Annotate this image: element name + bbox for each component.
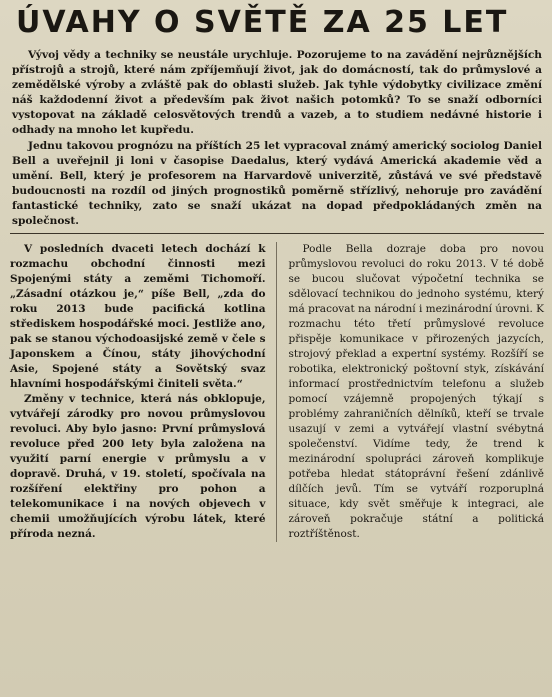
left-column [10, 242, 277, 542]
right-column [289, 242, 545, 542]
article-headline: ÚVAHY O SVĚTĚ ZA 25 LET [16, 5, 509, 40]
body-paragraph: V posledních dvaceti letech dochází k rozmachu obchodní činnosti mezi Spojenými státy a zeměmi Tichomoří. „Zásadní otázkou je,“ píše Bell, „zda do roku 2013 bude pacifická kotlina střediskem hospodářské moci. Jestliže ano, pak se stanou východoasijské země v čele s Japonskem a Čínou, státy jihovýchodní Asie, Spojené státy a Sovětský svaz hlavními hospodářskými činiteli světa.“ [10, 243, 266, 391]
article-lead [10, 48, 544, 234]
body-paragraph: Změny v technice, která nás obklopuje, vytvářejí zárodky pro novou průmyslovou revoluci. Aby bylo jasno: První průmyslová revoluce před 200 lety byla založena na využití parní energie v průmyslu a v dopravě. Druhá, v 19. století, spočívala na rozšíření elektřiny pro pohon a telekomunikace i na nových objevech v chemii umožňujících výrobu látek, které příroda nezná. [10, 393, 266, 541]
article-body [10, 242, 544, 542]
lead-paragraph: Vývoj vědy a techniky se neustále urychluje. Pozorujeme to na zavádění nejrůznějších přístrojů a strojů, které nám zpříjemňují život, jak do domácností, tak do průmyslové a zemědělské výroby a zvláště pak do oblasti služeb. Jak tyhle výdobytky civilizace změní náš každodenní život a především pak život našich potomků? To se snaží odborníci vystopovat na základě celosvětových trendů a vazeb, a to studiem nedávné historie i odhady na mnoho let kupředu. [12, 49, 542, 137]
lead-paragraph: Jednu takovou prognózu na příštích 25 let vypracoval známý americký sociolog Daniel Bell a uveřejnil ji loni v časopise Daedalus, který vydává Americká akademie věd a umění. Bell, který je profesorem na Harvardově univerzitě, zůstává ve své představě budoucnosti na rozdíl od jiných prognostiků poměrně střízlivý, nehoruje pro zavádění fantastické techniky, zato se snaží ukázat na dopad předpokládaných změn na společnost. [12, 139, 542, 228]
body-paragraph: Podle Bella dozraje doba pro novou průmyslovou revoluci do roku 2013. V té době se bucou slučovat výpočetní technika se sdělovací technikou do jednoho systému, který má pracovat na národní i mezinárodní úrovni. K rozmachu této třetí průmyslové revoluce přispěje komunikace v přirozených jazycích, strojový překlad a expertní systémy. Rozšíří se robotika, elektronický poštovní styk, získávání informací prostřednictvím telefonu a služeb pomocí vzájemně propojených týkají s problémy zahraničních dělníků, kteří se trvale usazují v zemi a vytvářejí vlastní svébytná společenství. Vidíme tedy, že trend k mezinárodní spolupráci zároveň komplikuje potřeba hledat státoprávní řešení zdánlivě dílčích jevů. Tím se vytváří rozporuplná situace, kdy svět směřuje k integraci, ale zároveň pokračuje státní a politická roztříštěnost. [288, 243, 544, 541]
